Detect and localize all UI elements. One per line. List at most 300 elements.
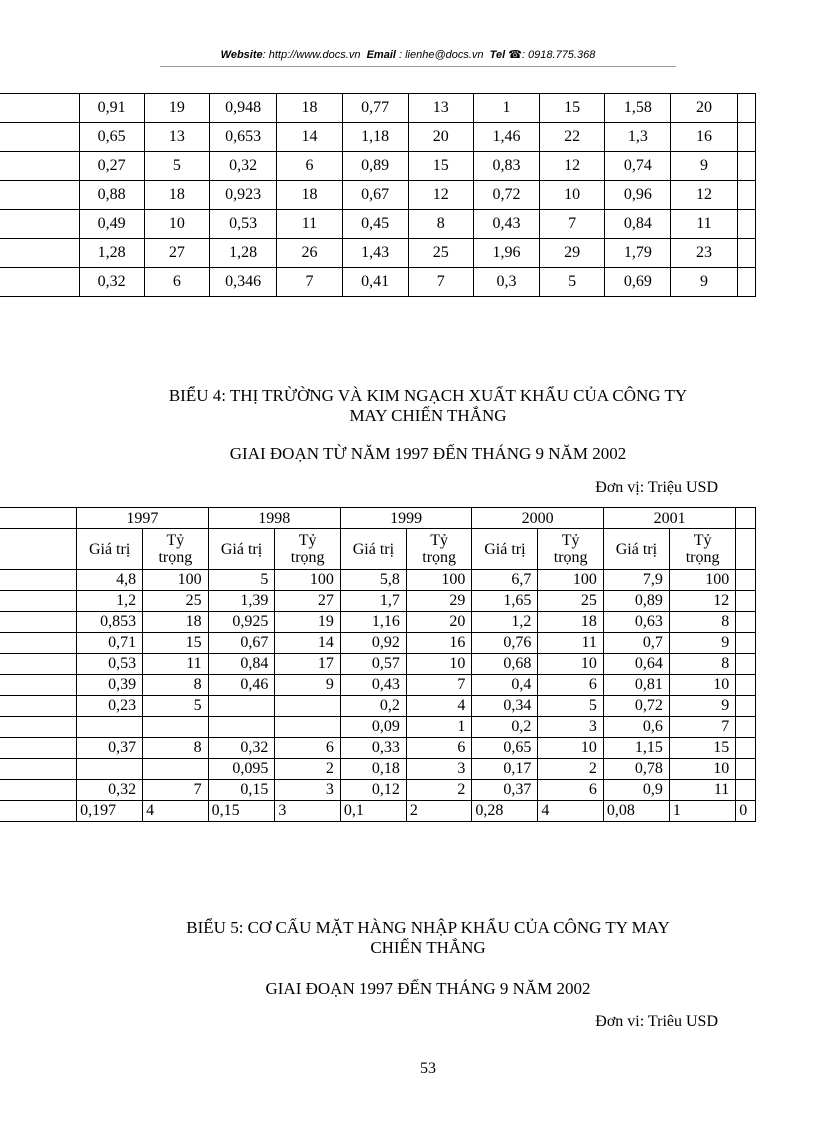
row-label bbox=[0, 570, 77, 591]
table-cell-cut bbox=[736, 612, 756, 633]
row-label bbox=[0, 210, 79, 239]
table-cell: 4 bbox=[143, 801, 209, 822]
table-cell: 6 bbox=[538, 675, 604, 696]
table-row bbox=[0, 738, 756, 759]
bieu5-title-line1: BIỂU 5: CƠ CẤU MẶT HÀNG NHẬP KHẨU CỦA CÔNG TY MAY bbox=[186, 918, 670, 937]
table-cell: 27 bbox=[275, 591, 341, 612]
table-cell: 7 bbox=[277, 268, 342, 297]
header-divider bbox=[160, 66, 676, 67]
subheader-row bbox=[0, 529, 756, 570]
table-cell: 4 bbox=[406, 696, 472, 717]
table-cell: 7,9 bbox=[603, 570, 669, 591]
table-cell-cut bbox=[736, 717, 756, 738]
row-label bbox=[0, 152, 79, 181]
table-row bbox=[0, 210, 756, 239]
row-label bbox=[0, 759, 77, 780]
table-cell-cut bbox=[736, 633, 756, 654]
share-header bbox=[406, 529, 472, 570]
header-cell-cut bbox=[736, 529, 756, 570]
table-cell: 9 bbox=[671, 268, 737, 297]
row-label bbox=[0, 717, 77, 738]
table-cell: 18 bbox=[538, 612, 604, 633]
share-header-line2: trọng bbox=[553, 549, 588, 566]
table-cell: 2 bbox=[406, 780, 472, 801]
table-cell: 13 bbox=[408, 94, 473, 123]
table-cell: 0,57 bbox=[340, 654, 406, 675]
table-cell: 0,84 bbox=[208, 654, 275, 675]
table-cell: 18 bbox=[143, 612, 209, 633]
year-header: 1998 bbox=[208, 508, 340, 529]
row-label bbox=[0, 633, 77, 654]
row-label bbox=[0, 123, 79, 152]
table-cell: 0,346 bbox=[210, 268, 277, 297]
table-row bbox=[0, 654, 756, 675]
table-cell: 1,15 bbox=[603, 738, 669, 759]
row-label bbox=[0, 738, 77, 759]
value-header: Giá trị bbox=[472, 529, 538, 570]
table-cell: 0,77 bbox=[342, 94, 408, 123]
table-cell: 16 bbox=[671, 123, 737, 152]
share-header-line1: Tỷ bbox=[561, 532, 580, 549]
table-cell: 0,65 bbox=[472, 738, 538, 759]
share-header-line2: trọng bbox=[158, 549, 193, 566]
table-cell: 6 bbox=[406, 738, 472, 759]
table-cell: 9 bbox=[669, 696, 735, 717]
table-cell: 1,28 bbox=[210, 239, 277, 268]
table-cell: 8 bbox=[669, 654, 735, 675]
table-row bbox=[0, 780, 756, 801]
table-cell: 10 bbox=[406, 654, 472, 675]
bieu5-title-line2: CHIẾN THẮNG bbox=[370, 938, 486, 957]
table-cell: 0,6 bbox=[603, 717, 669, 738]
table-cell: 100 bbox=[406, 570, 472, 591]
table-cell bbox=[208, 696, 275, 717]
table-cell: 5 bbox=[208, 570, 275, 591]
table-row bbox=[0, 717, 756, 738]
table-cell: 7 bbox=[540, 210, 605, 239]
website-label: Website bbox=[220, 49, 263, 61]
table-cell: 0,7 bbox=[603, 633, 669, 654]
table-cell: 10 bbox=[538, 738, 604, 759]
table-cell: 12 bbox=[540, 152, 605, 181]
year-header-row bbox=[0, 508, 756, 529]
table-cell: 0,08 bbox=[603, 801, 669, 822]
table-cell: 12 bbox=[671, 181, 737, 210]
table-cell bbox=[143, 717, 209, 738]
table-cell-cut bbox=[737, 239, 756, 268]
table-cell: 0,37 bbox=[77, 738, 143, 759]
row-label bbox=[0, 591, 77, 612]
share-header bbox=[669, 529, 735, 570]
row-label bbox=[0, 181, 79, 210]
table-cell: 0,853 bbox=[77, 612, 143, 633]
tel-label: Tel bbox=[489, 49, 506, 61]
table-cell: 0,2 bbox=[472, 717, 538, 738]
table-cell-cut bbox=[736, 780, 756, 801]
table-cell: 0,43 bbox=[473, 210, 539, 239]
table-cell: 20 bbox=[408, 123, 473, 152]
table-cell: 29 bbox=[540, 239, 605, 268]
table-cell: 1,28 bbox=[79, 239, 144, 268]
table-cell: 11 bbox=[277, 210, 342, 239]
header-label-cell bbox=[0, 529, 77, 570]
table-cell: 12 bbox=[408, 181, 473, 210]
row-label bbox=[0, 612, 77, 633]
table-cell: 0,32 bbox=[210, 152, 277, 181]
table-cell: 1,39 bbox=[208, 591, 275, 612]
table-cell: 0,53 bbox=[77, 654, 143, 675]
table-cell: 0,81 bbox=[603, 675, 669, 696]
share-header-line1: Tỷ bbox=[430, 532, 449, 549]
table-cell: 1,43 bbox=[342, 239, 408, 268]
table-cell: 0,49 bbox=[79, 210, 144, 239]
table-cell: 0,91 bbox=[79, 94, 144, 123]
value-header: Giá trị bbox=[208, 529, 275, 570]
bieu4-title-line2: MAY CHIẾN THẮNG bbox=[349, 406, 507, 425]
export-table bbox=[0, 507, 756, 822]
value-header: Giá trị bbox=[340, 529, 406, 570]
table-cell: 6 bbox=[275, 738, 341, 759]
table-cell: 3 bbox=[275, 801, 341, 822]
bieu4-title-line1: BIỂU 4: THỊ TRỪỜNG VÀ KIM NGẠCH XUẤT KHẨU CỦA CÔNG TY bbox=[168, 386, 688, 405]
table-cell: 10 bbox=[669, 675, 735, 696]
share-header-line2: trọng bbox=[685, 549, 720, 566]
table-cell: 100 bbox=[538, 570, 604, 591]
table-cell: 0,653 bbox=[210, 123, 277, 152]
table-cell-cut bbox=[736, 759, 756, 780]
table-cell: 0,67 bbox=[342, 181, 408, 210]
table-cell: 1,18 bbox=[342, 123, 408, 152]
table-cell: 27 bbox=[144, 239, 209, 268]
tel-value: : 0918.775.368 bbox=[521, 49, 596, 61]
row-label bbox=[0, 696, 77, 717]
table-row bbox=[0, 612, 756, 633]
table-cell: 18 bbox=[144, 181, 209, 210]
bieu5-subtitle: GIAI ĐOẠN 1997 ĐẾN THÁNG 9 NĂM 2002 bbox=[265, 979, 591, 998]
table-cell: 8 bbox=[408, 210, 473, 239]
row-label bbox=[0, 654, 77, 675]
row-label bbox=[0, 675, 77, 696]
table-cell: 0,72 bbox=[473, 181, 539, 210]
table-cell: 1 bbox=[669, 801, 735, 822]
table-cell: 7 bbox=[669, 717, 735, 738]
table-cell: 15 bbox=[540, 94, 605, 123]
table-row bbox=[0, 152, 756, 181]
table-cell: 8 bbox=[143, 675, 209, 696]
year-header: 1997 bbox=[77, 508, 208, 529]
table-cell: 1,79 bbox=[605, 239, 671, 268]
table-cell: 18 bbox=[277, 181, 342, 210]
table-cell bbox=[208, 717, 275, 738]
table-cell: 3 bbox=[406, 759, 472, 780]
share-header bbox=[275, 529, 341, 570]
table-cell: 11 bbox=[143, 654, 209, 675]
value-header: Giá trị bbox=[77, 529, 143, 570]
table-cell: 3 bbox=[275, 780, 341, 801]
table-cell: 0,09 bbox=[340, 717, 406, 738]
table-cell: 0,197 bbox=[77, 801, 143, 822]
website-url[interactable]: : http://www.docs.vn bbox=[262, 49, 361, 61]
row-label bbox=[0, 801, 77, 822]
table-cell: 1,58 bbox=[605, 94, 671, 123]
email-value[interactable]: : lienhe@docs.vn bbox=[399, 49, 484, 61]
table-cell: 2 bbox=[538, 759, 604, 780]
table-cell: 14 bbox=[275, 633, 341, 654]
share-header-line1: Tỷ bbox=[298, 532, 317, 549]
table-cell: 0,83 bbox=[473, 152, 539, 181]
table-cell: 0,23 bbox=[77, 696, 143, 717]
table-cell: 0,095 bbox=[208, 759, 275, 780]
table-row bbox=[0, 181, 756, 210]
table-cell: 0,63 bbox=[603, 612, 669, 633]
table-cell: 13 bbox=[144, 123, 209, 152]
table-cell: 1,65 bbox=[472, 591, 538, 612]
table-cell: 0,34 bbox=[472, 696, 538, 717]
table-cell: 2 bbox=[275, 759, 341, 780]
table-cell: 0,32 bbox=[79, 268, 144, 297]
table-cell: 15 bbox=[143, 633, 209, 654]
header-label-cell bbox=[0, 508, 77, 529]
table-cell: 0,28 bbox=[472, 801, 538, 822]
table-cell: 16 bbox=[406, 633, 472, 654]
table-row bbox=[0, 570, 756, 591]
table-cell: 0,72 bbox=[603, 696, 669, 717]
table-cell: 26 bbox=[277, 239, 342, 268]
table-cell: 6,7 bbox=[472, 570, 538, 591]
table-cell: 0,4 bbox=[472, 675, 538, 696]
table-cell: 11 bbox=[671, 210, 737, 239]
table-cell-cut bbox=[736, 675, 756, 696]
table-cell: 0,45 bbox=[342, 210, 408, 239]
table-continued bbox=[0, 93, 756, 297]
table-cell: 1,96 bbox=[473, 239, 539, 268]
table-cell-cut: 0 bbox=[736, 801, 756, 822]
share-header bbox=[538, 529, 604, 570]
share-header-line2: trọng bbox=[422, 549, 457, 566]
table-cell: 17 bbox=[275, 654, 341, 675]
table-cell-cut bbox=[736, 654, 756, 675]
table-cell: 1,2 bbox=[77, 591, 143, 612]
table-cell: 0,53 bbox=[210, 210, 277, 239]
table-row bbox=[0, 801, 756, 822]
bieu5-unit: Đơn vi: Triêu USD bbox=[595, 1013, 718, 1030]
table-cell: 0,27 bbox=[79, 152, 144, 181]
table-cell: 0,9 bbox=[603, 780, 669, 801]
table-cell: 19 bbox=[275, 612, 341, 633]
table-cell: 11 bbox=[538, 633, 604, 654]
table-cell: 1,7 bbox=[340, 591, 406, 612]
table-cell: 15 bbox=[408, 152, 473, 181]
table-row bbox=[0, 94, 756, 123]
share-header-line2: trọng bbox=[290, 549, 325, 566]
table-cell bbox=[77, 717, 143, 738]
table-row bbox=[0, 268, 756, 297]
table-cell: 8 bbox=[669, 612, 735, 633]
table-cell: 0,2 bbox=[340, 696, 406, 717]
table-cell: 0,78 bbox=[603, 759, 669, 780]
table-cell: 0,33 bbox=[340, 738, 406, 759]
table-cell: 0,18 bbox=[340, 759, 406, 780]
bieu4-title bbox=[0, 386, 816, 426]
table-cell: 0,84 bbox=[605, 210, 671, 239]
table-cell: 22 bbox=[540, 123, 605, 152]
table-row bbox=[0, 123, 756, 152]
table-cell: 20 bbox=[671, 94, 737, 123]
table-cell: 25 bbox=[408, 239, 473, 268]
table-row bbox=[0, 696, 756, 717]
table-cell: 25 bbox=[143, 591, 209, 612]
row-label bbox=[0, 239, 79, 268]
table-cell: 19 bbox=[144, 94, 209, 123]
table-cell: 10 bbox=[538, 654, 604, 675]
table-cell-cut bbox=[737, 210, 756, 239]
table-cell bbox=[275, 696, 341, 717]
table-cell-cut bbox=[737, 181, 756, 210]
page-header bbox=[0, 48, 816, 61]
table-cell: 29 bbox=[406, 591, 472, 612]
table-cell: 0,46 bbox=[208, 675, 275, 696]
table-cell: 5 bbox=[540, 268, 605, 297]
table-cell: 0,76 bbox=[472, 633, 538, 654]
row-label bbox=[0, 780, 77, 801]
table-cell-cut bbox=[736, 696, 756, 717]
table-cell: 23 bbox=[671, 239, 737, 268]
table-cell: 0,41 bbox=[342, 268, 408, 297]
table-cell: 3 bbox=[538, 717, 604, 738]
table-cell: 9 bbox=[669, 633, 735, 654]
table-cell: 10 bbox=[540, 181, 605, 210]
table-cell: 15 bbox=[669, 738, 735, 759]
value-header: Giá trị bbox=[603, 529, 669, 570]
table-cell: 6 bbox=[538, 780, 604, 801]
page-number: 53 bbox=[420, 1060, 436, 1077]
table-cell bbox=[275, 717, 341, 738]
table-cell: 0,69 bbox=[605, 268, 671, 297]
table-cell: 4,8 bbox=[77, 570, 143, 591]
table-cell: 7 bbox=[406, 675, 472, 696]
table-row bbox=[0, 675, 756, 696]
table-cell: 0,65 bbox=[79, 123, 144, 152]
table-cell: 1,46 bbox=[473, 123, 539, 152]
table-cell: 0,15 bbox=[208, 780, 275, 801]
email-label: Email bbox=[366, 49, 396, 61]
table-cell: 100 bbox=[143, 570, 209, 591]
year-header: 2000 bbox=[472, 508, 604, 529]
table-cell: 1 bbox=[406, 717, 472, 738]
table-cell: 0,89 bbox=[603, 591, 669, 612]
table-cell bbox=[143, 759, 209, 780]
table-cell-cut bbox=[737, 268, 756, 297]
table-cell: 100 bbox=[275, 570, 341, 591]
table-row bbox=[0, 759, 756, 780]
table-cell bbox=[77, 759, 143, 780]
table-cell: 5,8 bbox=[340, 570, 406, 591]
table-cell: 0,64 bbox=[603, 654, 669, 675]
table-cell: 0,12 bbox=[340, 780, 406, 801]
table-cell: 0,67 bbox=[208, 633, 275, 654]
table-cell-cut bbox=[736, 591, 756, 612]
table-cell: 20 bbox=[406, 612, 472, 633]
table-cell: 5 bbox=[144, 152, 209, 181]
table-cell: 6 bbox=[277, 152, 342, 181]
table-cell: 0,923 bbox=[210, 181, 277, 210]
table-cell-cut bbox=[737, 94, 756, 123]
table-cell: 11 bbox=[669, 780, 735, 801]
table-cell: 100 bbox=[669, 570, 735, 591]
table-cell: 0,96 bbox=[605, 181, 671, 210]
table-cell: 0,74 bbox=[605, 152, 671, 181]
table-row bbox=[0, 239, 756, 268]
table-cell-cut bbox=[737, 152, 756, 181]
table-cell: 0,17 bbox=[472, 759, 538, 780]
table-cell: 0,39 bbox=[77, 675, 143, 696]
table-cell: 5 bbox=[143, 696, 209, 717]
table-cell: 10 bbox=[144, 210, 209, 239]
row-label bbox=[0, 94, 79, 123]
table-cell: 1,2 bbox=[472, 612, 538, 633]
table-cell: 9 bbox=[671, 152, 737, 181]
table-cell: 18 bbox=[277, 94, 342, 123]
table-cell: 25 bbox=[538, 591, 604, 612]
table-cell: 2 bbox=[406, 801, 472, 822]
table-cell: 1,16 bbox=[340, 612, 406, 633]
table-cell: 0,71 bbox=[77, 633, 143, 654]
table-cell: 0,32 bbox=[77, 780, 143, 801]
table-cell: 0,89 bbox=[342, 152, 408, 181]
table-row bbox=[0, 633, 756, 654]
table-cell-cut bbox=[736, 738, 756, 759]
table-cell: 0,92 bbox=[340, 633, 406, 654]
year-header: 1999 bbox=[340, 508, 472, 529]
phone-icon: ☎ bbox=[508, 49, 522, 61]
table-cell: 10 bbox=[669, 759, 735, 780]
share-header bbox=[143, 529, 209, 570]
table-cell: 0,948 bbox=[210, 94, 277, 123]
table-cell: 0,88 bbox=[79, 181, 144, 210]
table-cell: 1 bbox=[473, 94, 539, 123]
table-cell: 6 bbox=[144, 268, 209, 297]
table-cell: 14 bbox=[277, 123, 342, 152]
share-header-line1: Tỷ bbox=[166, 532, 185, 549]
table-cell: 0,68 bbox=[472, 654, 538, 675]
table-cell: 7 bbox=[408, 268, 473, 297]
table-cell: 5 bbox=[538, 696, 604, 717]
table-cell: 7 bbox=[143, 780, 209, 801]
share-header-line1: Tỷ bbox=[693, 532, 712, 549]
table-cell: 0,1 bbox=[340, 801, 406, 822]
table-row bbox=[0, 591, 756, 612]
table-cell-cut bbox=[737, 123, 756, 152]
table-cell: 0,32 bbox=[208, 738, 275, 759]
table-cell: 0,925 bbox=[208, 612, 275, 633]
table-cell-cut bbox=[736, 570, 756, 591]
table-cell: 12 bbox=[669, 591, 735, 612]
year-header: 2001 bbox=[603, 508, 735, 529]
bieu4-subtitle: GIAI ĐOẠN TỪ NĂM 1997 ĐẾN THÁNG 9 NĂM 2002 bbox=[229, 444, 627, 463]
table-cell: 9 bbox=[275, 675, 341, 696]
header-cell-cut bbox=[736, 508, 756, 529]
table-cell: 0,37 bbox=[472, 780, 538, 801]
row-label bbox=[0, 268, 79, 297]
bieu4-unit: Đơn vị: Triệu USD bbox=[595, 479, 718, 496]
bieu5-title bbox=[0, 918, 816, 958]
table-cell: 8 bbox=[143, 738, 209, 759]
table-cell: 4 bbox=[538, 801, 604, 822]
table-cell: 0,3 bbox=[473, 268, 539, 297]
table-cell: 0,43 bbox=[340, 675, 406, 696]
table-cell: 1,3 bbox=[605, 123, 671, 152]
table-cell: 0,15 bbox=[208, 801, 275, 822]
